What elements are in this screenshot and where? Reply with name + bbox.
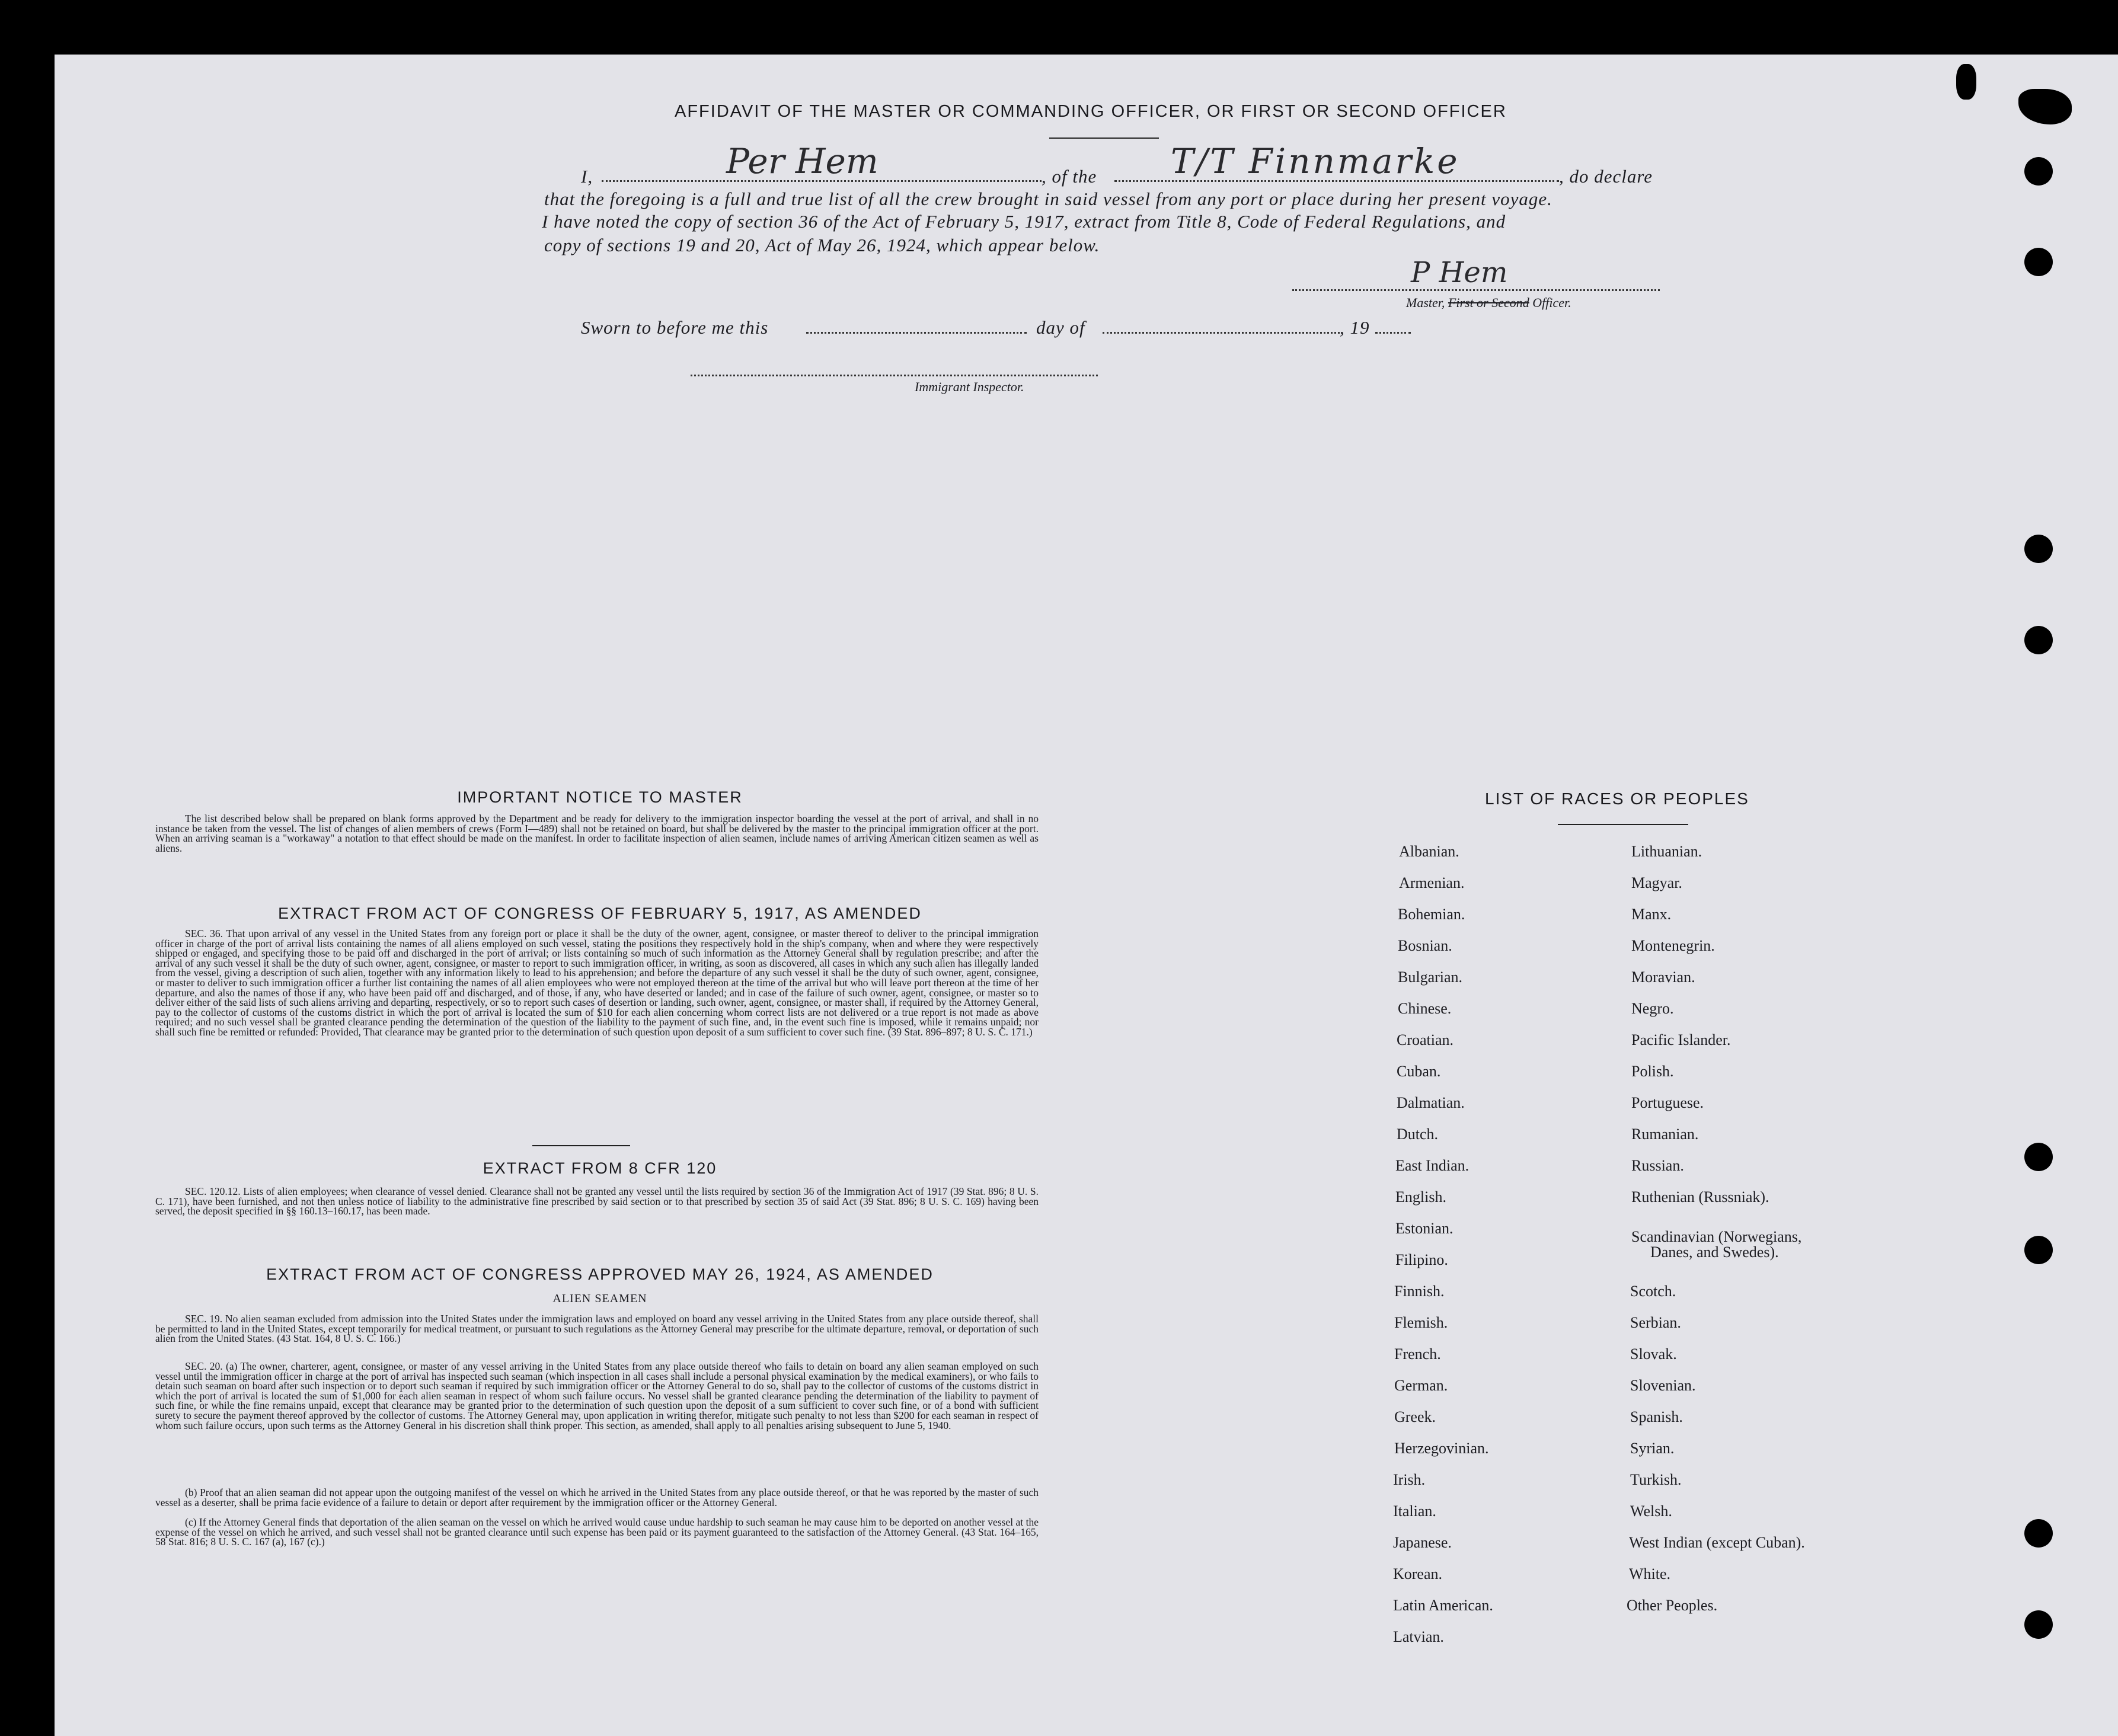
punch-hole (2024, 1519, 2053, 1548)
race-item: Magyar. (1631, 874, 1682, 891)
extract-1924-sec20c: (c) If the Attorney General finds that deportation of the alien seaman on the vessel on which he arrived would cause undue hardship to such seaman he may cause him to be deported on another vessel at the expense of the vessel on which he arrived, and such vessel shall not be granted clearance until such expense has been paid or its payment guaranteed to the satisfaction of the Attorney General. (43 Stat. 164–165, 58 Stat. 816; 8 U. S. C. 167 (a), 167 (c).) (155, 1516, 1039, 1548)
declaration-line-3: I have noted the copy of section 36 of the Act of February 5, 1917, extract from Title 8, Code of Federal Regulations, and (542, 211, 1506, 232)
race-item: Flemish. (1394, 1314, 1448, 1331)
race-item: English. (1395, 1188, 1446, 1206)
race-item: Slovenian. (1630, 1377, 1696, 1394)
caption-officer: Officer. (1532, 295, 1571, 310)
race-item: Other Peoples. (1627, 1597, 1718, 1614)
race-item: Manx. (1631, 906, 1672, 923)
caption-master: Master, (1406, 295, 1445, 310)
sworn-day-of: day of (1036, 317, 1085, 338)
declaration-line-2: that the foregoing is a full and true list of all the crew brought in said vessel from any port or place during her present voyage. (544, 188, 1552, 209)
caption-struck: First or Second (1448, 295, 1529, 310)
race-item: Dalmatian. (1397, 1094, 1465, 1111)
race-item: Lithuanian. (1631, 843, 1702, 860)
race-item: Latvian. (1393, 1628, 1444, 1645)
signature-handwriting: P Hem (1411, 256, 1508, 289)
race-item: French. (1394, 1345, 1441, 1363)
races-title: LIST OF RACES OR PEOPLES (1485, 789, 1749, 808)
race-item: German. (1394, 1377, 1448, 1394)
race-item: Latin American. (1393, 1597, 1493, 1614)
race-item: Bulgarian. (1398, 968, 1463, 986)
punch-hole (2024, 626, 2053, 654)
extract-1924-title: EXTRACT FROM ACT OF CONGRESS APPROVED MAY 26, 1924, AS AMENDED (266, 1265, 934, 1283)
extract-1917-body: SEC. 36. That upon arrival of any vessel in the United States from any foreign port or place it shall be the duty of the owner, agent, consignee, or master thereof to deliver to the principal immigration officer in charge of the port of arrival lists containing the names of all aliens employed on such vessel, stating the positions they respectively hold in the ship's company, when and where they were respectively shipped or engaged, and specifying those to be paid off and discharged in the port of arrival; or lists containing so much of such information as the Attorney General shall by regulation prescribe; and after the arrival of any such vessel it shall be the duty of such owner, agent, consignee, or master to report to such immigration officer, in writing, as soon as discovered, all cases in which any such alien has illegally landed from the vessel, giving a description of such alien, together with any information likely to lead to his apprehension; and before the departure of any such vessel it shall be the duty of such owner, agent, consignee, or master to deliver to such immigration officer a further list containing the names of all alien employees who were not employed thereon at the time of the arrival but who will leave port thereon at the time of her departure, and also the names of those if any, who have been paid off and discharged, and of those, if any, who have deserted or landed; and in case of the failure of such owner, agent, consignee, or master so to deliver either of the said lists of such aliens arriving and departing, respectively, or so to report such cases of desertion or landing, such owner, agent, consignee, or master shall, if required by the Attorney General, pay to the collector of customs of the customs district in which the port of arrival is located the sum of $10 for each alien concerning whom correct lists are not delivered or a true report is not made as above required; and no such vessel shall be granted clearance pending the determination of the question of the liability to the payment of such fine, and, in the event such fine is imposed, while it remains unpaid; nor shall such fine be remitted or refunded: Provided, That clearance may be granted prior to the determination of such question upon deposit of a sum sufficient to cover such fine. (39 Stat. 896–897; 8 U. S. C. 171.) (155, 928, 1039, 1038)
race-item: Bosnian. (1398, 937, 1452, 954)
race-item: Finnish. (1394, 1283, 1445, 1300)
extract-cfr-title: EXTRACT FROM 8 CFR 120 (483, 1159, 717, 1177)
race-item: East Indian. (1395, 1157, 1469, 1174)
race-item: Herzegovinian. (1394, 1440, 1489, 1457)
sworn-text: Sworn to before me this (581, 317, 769, 338)
race-item: Greek. (1394, 1408, 1436, 1425)
race-item: West Indian (except Cuban). (1629, 1534, 1805, 1551)
race-item: Welsh. (1630, 1502, 1672, 1520)
extract-1917-title: EXTRACT FROM ACT OF CONGRESS OF FEBRUARY 5, 1917, AS AMENDED (278, 904, 922, 922)
race-item: Armenian. (1399, 874, 1465, 891)
race-item: Syrian. (1630, 1440, 1675, 1457)
extract-1924-sec19: SEC. 19. No alien seaman excluded from admission into the United States under the immigration laws and employed on board any vessel arriving in the United States from any place outside thereof, shall be permitted to land in the United States, except temporarily for medical treatment, or pursuant to such regulations as the Attorney General may prescribe for the ultimate departure, removal, or deportation of such alien from the United States. (43 Stat. 164, 8 U. S. C. 166.) (155, 1313, 1039, 1345)
races-divider (1558, 824, 1688, 825)
affidavit-title: AFFIDAVIT OF THE MASTER OR COMMANDING OFFICER, OR FIRST OR SECOND OFFICER (675, 102, 1507, 121)
race-item: Bohemian. (1398, 906, 1465, 923)
race-item: Montenegrin. (1631, 937, 1715, 954)
ink-blot (1956, 64, 1976, 100)
declaration-line-4: copy of sections 19 and 20, Act of May 26, 1924, which appear below. (544, 235, 1100, 255)
punch-hole (2024, 1236, 2053, 1264)
name-handwriting: Per Hem (726, 141, 878, 181)
notice-title: IMPORTANT NOTICE TO MASTER (457, 788, 743, 806)
extract-1924-sec20b: (b) Proof that an alien seaman did not appear upon the outgoing manifest of the vessel on which he arrived in the United States from any place outside thereof, or that he was reported by the master of such vessel as a deserter, shall be prima facie evidence of a failure to detain or deport after requirement by the immigration officer or the Attorney General. (155, 1486, 1039, 1508)
race-item: White. (1629, 1565, 1671, 1582)
race-item: Filipino. (1395, 1251, 1448, 1268)
sworn-year-line (1375, 332, 1411, 334)
race-item: Moravian. (1631, 968, 1695, 986)
race-item: Scotch. (1630, 1283, 1676, 1300)
declaration-i: I, (581, 166, 593, 187)
race-item: Italian. (1393, 1502, 1436, 1520)
race-item: Pacific Islander. (1631, 1031, 1731, 1048)
declaration-of-the: , of the (1042, 166, 1097, 187)
punch-hole (2024, 535, 2053, 563)
race-item: Dutch. (1397, 1126, 1439, 1143)
race-item: Cuban. (1397, 1063, 1441, 1080)
notice-body: The list described below shall be prepared on blank forms approved by the Department and be ready for delivery to the immigration inspector boarding the vessel at the port of arrival, and shall in no instance be taken from the vessel. The list of changes of alien members of crews (Form I—489) shall not be retained on board, but shall be delivered by the master to the principal immigration officer at the port. When an arriving seaman is a "workaway" a notation to that effect should be made on the manifest. In order to facilitate inspection of alien seamen, include names of arriving American citizen seamen as well as aliens. (155, 813, 1039, 854)
race-item: Slovak. (1630, 1345, 1677, 1363)
signature-line (1292, 289, 1660, 291)
punch-hole (2024, 248, 2053, 276)
vessel-handwriting: T/T Finnmarke (1171, 141, 1460, 181)
race-item: Polish. (1631, 1063, 1674, 1080)
race-item: Estonian. (1395, 1220, 1453, 1237)
title-divider (1049, 138, 1159, 139)
document-page (55, 55, 2118, 1736)
race-item: Rumanian. (1631, 1126, 1699, 1143)
race-item: Ruthenian (Russniak). (1631, 1188, 1769, 1206)
race-item: Croatian. (1397, 1031, 1454, 1048)
extract-cfr-body: SEC. 120.12. Lists of alien employees; when clearance of vessel denied. Clearance shall not be granted any vessel until the lists required by section 36 of the Immigration Act of 1917 (39 Stat. 896; 8 U. S. C. 171), have been furnished, and not then unless notice of liability to the administrative fine prescribed by said section or to that prescribed by section 35 of said Act (39 Stat. 896; 8 U. S. C. 169) having been served, the deposit specified in §§ 160.13–160.17, has been made. (155, 1185, 1039, 1217)
inspector-line (691, 375, 1098, 376)
punch-hole (2024, 1610, 2053, 1639)
race-item: Turkish. (1630, 1471, 1682, 1488)
race-item: Russian. (1631, 1157, 1684, 1174)
race-item: Japanese. (1393, 1534, 1452, 1551)
race-item: Chinese. (1398, 1000, 1452, 1017)
race-item: Scandinavian (Norwegians, (1631, 1228, 1802, 1245)
race-item: Portuguese. (1631, 1094, 1704, 1111)
punch-hole (2024, 157, 2053, 186)
extract-1924-subtitle: ALIEN SEAMEN (552, 1292, 647, 1305)
race-item: Negro. (1631, 1000, 1674, 1017)
sworn-day-line (806, 332, 1027, 334)
sworn-month-line (1103, 332, 1340, 334)
signature-caption (1406, 295, 1571, 311)
sworn-year: , 19 (1340, 317, 1370, 338)
extract-1924-sec20a: SEC. 20. (a) The owner, charterer, agent, consignee, or master of any vessel arriving in the United States from any place outside thereof who fails to detain on board any alien seaman employed on such vessel until the immigration officer in charge at the port of arrival has inspected such seaman (which inspection in all cases shall include a personal physical examination by the medical examiners), or who fails to detain such seaman on board after such inspection or to deport such seaman if required by such immigration officer or the Attorney General to do so, shall pay to the collector of customs of the customs district in which the port of arrival is located the sum of $1,000 for each alien seaman in respect of whom such failure occurs. No vessel shall be granted clearance pending the determination of the liability to payment of such fine, or while the fine remains unpaid, except that clearance may be granted prior to the determination of such question upon the deposit of a sum sufficient to cover such fine, or of a bond with sufficient surety to secure the payment thereof approved by the collector of customs. The Attorney General may, upon application in writing therefor, mitigate such penalty to not less than $200 for each seaman in respect of whom such failure occurs, upon such terms as the Attorney General in his discretion shall think proper. This section, as amended, shall apply to all penalties arising subsequent to June 5, 1940. (155, 1360, 1039, 1431)
declaration-declare: , do declare (1559, 166, 1653, 187)
race-item: Spanish. (1630, 1408, 1683, 1425)
race-item: Albanian. (1399, 843, 1459, 860)
inspector-caption: Immigrant Inspector. (915, 379, 1024, 394)
race-item: Danes, and Swedes). (1650, 1243, 1779, 1261)
race-item: Serbian. (1630, 1314, 1681, 1331)
race-item: Korean. (1393, 1565, 1443, 1582)
race-item: Irish. (1393, 1471, 1426, 1488)
punch-hole (2024, 1143, 2053, 1171)
cfr-divider (532, 1145, 630, 1146)
